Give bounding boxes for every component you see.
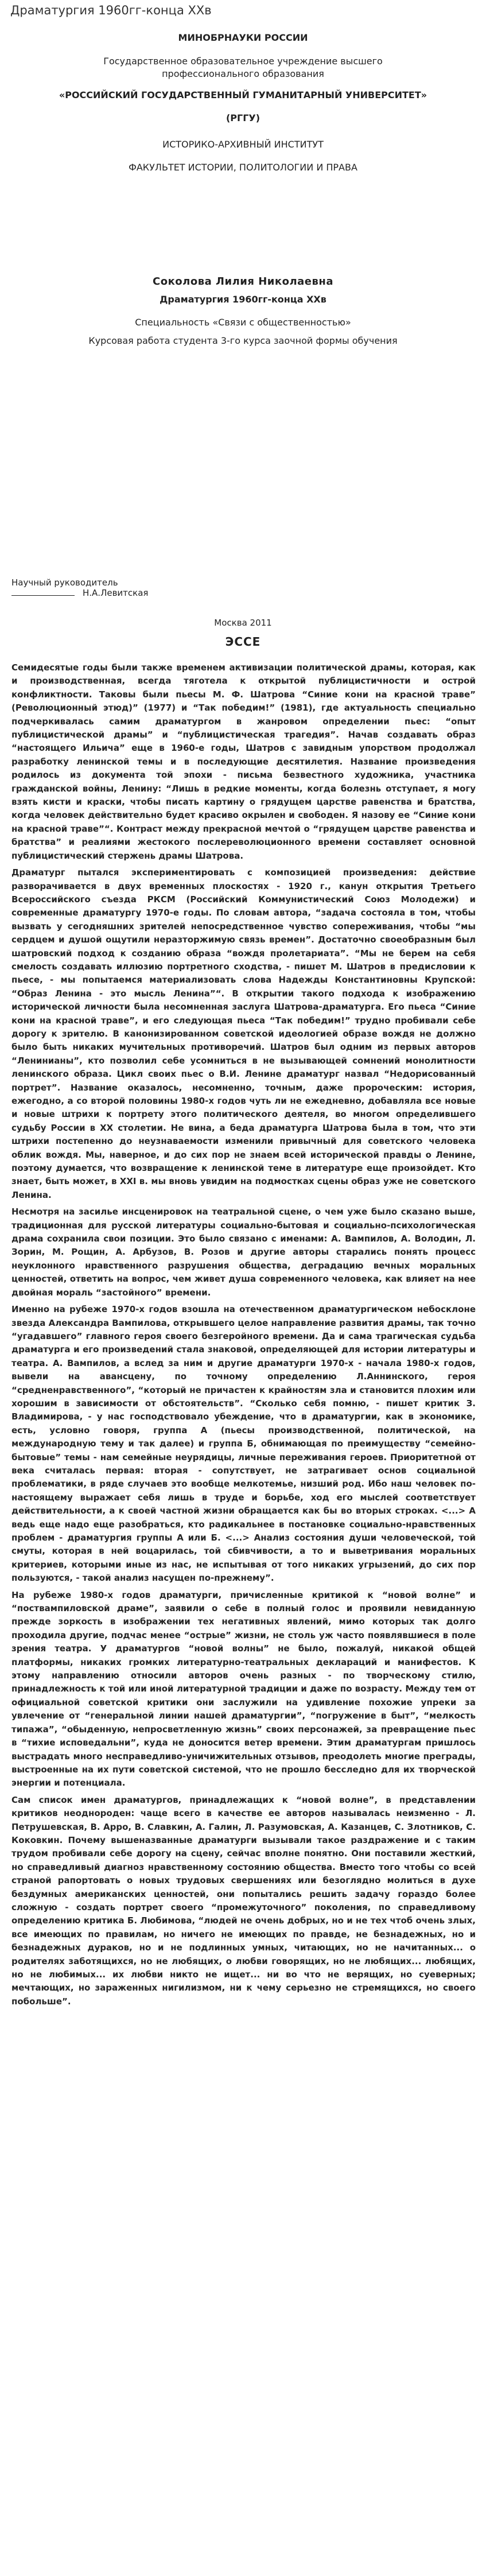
gov-line-1: Государственное образовательное учреждение высшего — [103, 56, 383, 67]
essay-body — [11, 661, 476, 2012]
city-year: Москва 2011 — [214, 618, 272, 628]
signature-line — [11, 588, 75, 596]
essay-heading: ЭССЕ — [225, 635, 261, 649]
university-name: «РОССИЙСКИЙ ГОСУДАРСТВЕННЫЙ ГУМАНИТАРНЫЙ УНИВЕРСИТЕТ» — [59, 90, 427, 100]
institution-type — [0, 55, 486, 80]
institute-name: ИСТОРИКО-АРХИВНЫЙ ИНСТИТУТ — [162, 139, 324, 150]
document-title: Драматургия 1960гг-конца ХХв — [10, 3, 212, 17]
essay-paragraph: Драматург пытался экспериментировать с композицией произведения: действие разворачивается в двух временных плоскостях - 1920 г., канун открытия Третьего Всероссийского съезда РКСМ (Российский Коммунистический Союз Молодежи) и современные драматургу 1970-е годы. По словам автора, “задача состояла в том, чтобы вызвать у сегодняшних зрителей непосредственное чувство сопереживания, чтобы “мы сердцем и душой ощутили неразторжимую связь времен”. Достаточно своеобразным был шатровский подход к созданию образа “вождя пролетариата”. “Мы не берем на себя смелость создавать иллюзию портретного сходства, - пишет М. Шатров в предисловии к пьесе, - мы попытаемся материализовать слова Надежды Константиновны Крупской: “Образ Ленина - это мысль Ленина”“. В открытии такого подхода к изображению исторической личности была несомненная заслуга Шатрова-драматурга. Его пьеса “Синие кони на красной траве”, и его следующая пьеса “Так победим!” трудно пробивали себе дорогу к зрителю. В канонизированном советской идеологией образе вождя не должно было быть никаких мучительных противоречий. Шатров был одним из первых авторов “Ленинианы”, кто позволил себе усомниться в не вызывающей сомнений монолитности ленинского образа. Цикл своих пьес о В.И. Ленине драматург назвал “Недорисованный портрет”. Название оказалось, несомненно, точным, даже пророческим: история, ежегодно, а со второй половины 1980-х годов чуть ли не ежедневно, добавляла все новые и новые штрихи к портрету этого политического деятеля, во многом определившего судьбу России в ХХ столетии. Не вина, а беда драматурга Шатрова была в том, что эти штрихи постепенно до неузнаваемости изменили привычный для советского человека облик вождя. Мы, наверное, и до сих пор не знаем всей исторической правды о Ленине, поэтому думается, что возвращение к ленинской теме в литературе еще произойдет. Кто знает, быть может, в ХХI в. мы вновь увидим на подмостках сцены образ уже не советского Ленина. — [11, 867, 476, 1200]
supervisor-label: Научный руководитель — [11, 577, 118, 588]
essay-paragraph: Семидесятые годы были также временем активизации политической драмы, которая, как и производственная, всегда тяготела к открытой публицистичности и острой конфликтности. Таковы были пьесы М. Ф. Шатрова “Синие кони на красной траве” (Революционный этюд)” (1977) и “Так победим!” (1981), где актуальность специально подчеркивалась самим драматургом в жанровом определении пьес: “опыт публицистической драмы” и “публицистическая трагедия”. Начав создавать образ “настоящего Ильича” еще в 1960-е годы, Шатров с завидным упорством продолжал разработку ленинской темы и в последующие десятилетия. Название произведения родилось из документа той эпохи - письма безвестного художника, участника гражданской войны, Ленину: “Лишь в редкие моменты, когда болезнь отступает, я могу взять кисти и краски, чтобы писать картину о грядущем царстве равенства и братства, когда человек действительно будет красиво окрылен и свободен. Я назову ее “Синие кони на красной траве”“. Контраст между прекрасной мечтой о “грядущем царстве равенства и братства” и реалиями жестокого послереволюционного времени составляет основной публицистический стержень драмы Шатрова. — [11, 662, 476, 861]
supervisor-name: Н.А.Левитская — [83, 588, 149, 598]
essay-paragraph: Несмотря на засилье инсценировок на театральной сцене, о чем уже было сказано выше, традиционная для русской литературы социально-бытовая и социально-психологическая драма сохранила свои позиции. Это было связано с именами: А. Вампилов, А. Володин, Л. Зорин, М. Рощин, А. Арбузов, В. Розов и другие авторы старались понять процесс неуклонного нравственного разрушения общества, деградацию вечных моральных ценностей, ответить на вопрос, чем живет душа современного человека, как влияет на нее двойная мораль “застойного” времени. — [11, 1206, 476, 1298]
speciality: Специальность «Связи с общественностью» — [135, 317, 351, 328]
work-title: Драматургия 1960гг-конца ХХв — [160, 294, 326, 305]
gov-line-2: профессионального образования — [162, 68, 324, 79]
faculty-name: ФАКУЛЬТЕТ ИСТОРИИ, ПОЛИТОЛОГИИ И ПРАВА — [129, 162, 357, 173]
essay-paragraph: Именно на рубеже 1970-х годов взошла на отечественном драматургическом небосклоне звезда Александра Вампилова, открывшего целое направление развития драмы, так точно “угадавшего” главного героя своего безгеройного времени. Да и сама трагическая судьба драматурга и его произведений стала знаковой, определяющей для истории литературы и театра. А. Вампилов, а вслед за ним и другие драматурги 1970-х - начала 1980-х годов, вывели на авансцену, по точному определению Л.Аннинского, героя “средненравственного”, “который не причастен к крайностям зла и становится плохим или хорошим в зависимости от обстоятельств”. “Сколько себя помню, - пишет критик З. Владимирова, - у нас господствовало убеждение, что в драматургии, как в экономике, есть, условно говоря, группа А (пьесы производственной, политической, на международную тему и так далее) и группа Б, обнимающая по преимуществу “семейно-бытовые” темы - нам семейные неурядицы, личные переживания героев. Приоритетной от века считалась первая: вторая - сопутствует, не затрагивает основ социальной проблематики, в ряде случаев это вообще мелкотемье, низший род. Ибо наш человек по-настоящему выражает себя лишь в труде и борьбе, ход его мыслей соответствует действительности, а к своей частной жизни обращается как бы во вторых строках. <...> А ведь еще надо еще разобраться, кто радикальнее в постановке социально-нравственных проблем - драматургия группы А или Б. <...> Анализ состояния души человеческой, той смуты, которая в ней воцарилась, той сбивчивости, а то и выветривания моральных критериев, которыми иные из нас, не испытывая от того никаких угрызений, до сих пор пользуются, - такой анализ насущен по-прежнему”. — [11, 1304, 476, 1584]
supervisor-block — [11, 588, 148, 598]
course-info: Курсовая работа студента 3-го курса заочной формы обучения — [88, 335, 398, 346]
ministry-heading: МИНОБРНАУКИ РОССИИ — [178, 32, 308, 43]
university-abbrev: (РГГУ) — [225, 112, 261, 123]
essay-paragraph: Сам список имен драматургов, принадлежащих к “новой волне”, в представлении критиков неоднороден: чаще всего в качестве ее авторов называлась неизменно - Л. Петрушевская, В. Арро, В. Славкин, А. Галин, Л. Разумовская, А. Казанцев, С. Злотников, С. Коковкин. Почему вышеназванные драматурги вызывали такое раздражение и с таким трудом пробивали себе дорогу на сцену, сейчас вполне понятно. Они поставили жесткий, но справедливый диагноз нравственному состоянию общества. Вместо того чтобы со всей страной рапортовать о новых трудовых свершениях или безоглядно молиться в духе бездумных американских ценностей, они попытались решить задачу гораздо более сложную - создать портрет своего “промежуточного” поколения, по справедливому определению критика Б. Любимова, “людей не очень добрых, но и не тех чтоб очень злых, все имеющих по правилам, но ничего не имеющих по правде, не безнадежных, но и безнадежных дураков, но и не подлинных умных, читающих, но не начитанных... о родителях заботящихся, но не любящих, о любви говорящих, но не любящих... любящих, но не любимых... их любви никто не ищет... ни во что не верящих, но суеверных; мечтающих, но зараженных нигилизмом, ни к чему серьезно не стремящихся, но своего побольше”. — [11, 1794, 476, 2007]
essay-paragraph: На рубеже 1980-х годов драматурги, причисленные критикой к “новой волне” и “поствампиловской драме”, заявили о себе в полный голос и проявили невиданную прежде зоркость в изображении тех негативных явлений, мимо которых так долго проходила другие, подчас менее “острые” жизни, не столь уж часто появлявшиеся в поле зрения театра. У драматургов “новой волны” не было, пожалуй, никакой общей платформы, никаких громких литературно-театральных деклараций и манифестов. К этому направлению относили авторов очень разных - по творческому стилю, принадлежность к той или иной литературной традиции и даже по возрасту. Между тем от официальной советской критики они заслужили на удивление похожие упреки за увлечение от “генеральной линии нашей драматургии”, “погружение в быт”, “мелкость типажа”, “обыденную, непросветленную жизнь” своих персонажей, за превращение пьес в “тихие исповедальни”, куда не доносится ветер времени. Этим драматургам пришлось выстрадать много несправедливо-уничижительных отзывов, преодолеть многие преграды, выстроенные на их пути советской системой, что не прошло бесследно для их творческой энергии и потенциала. — [11, 1589, 476, 1789]
author-name: Соколова Лилия Николаевна — [153, 276, 333, 288]
